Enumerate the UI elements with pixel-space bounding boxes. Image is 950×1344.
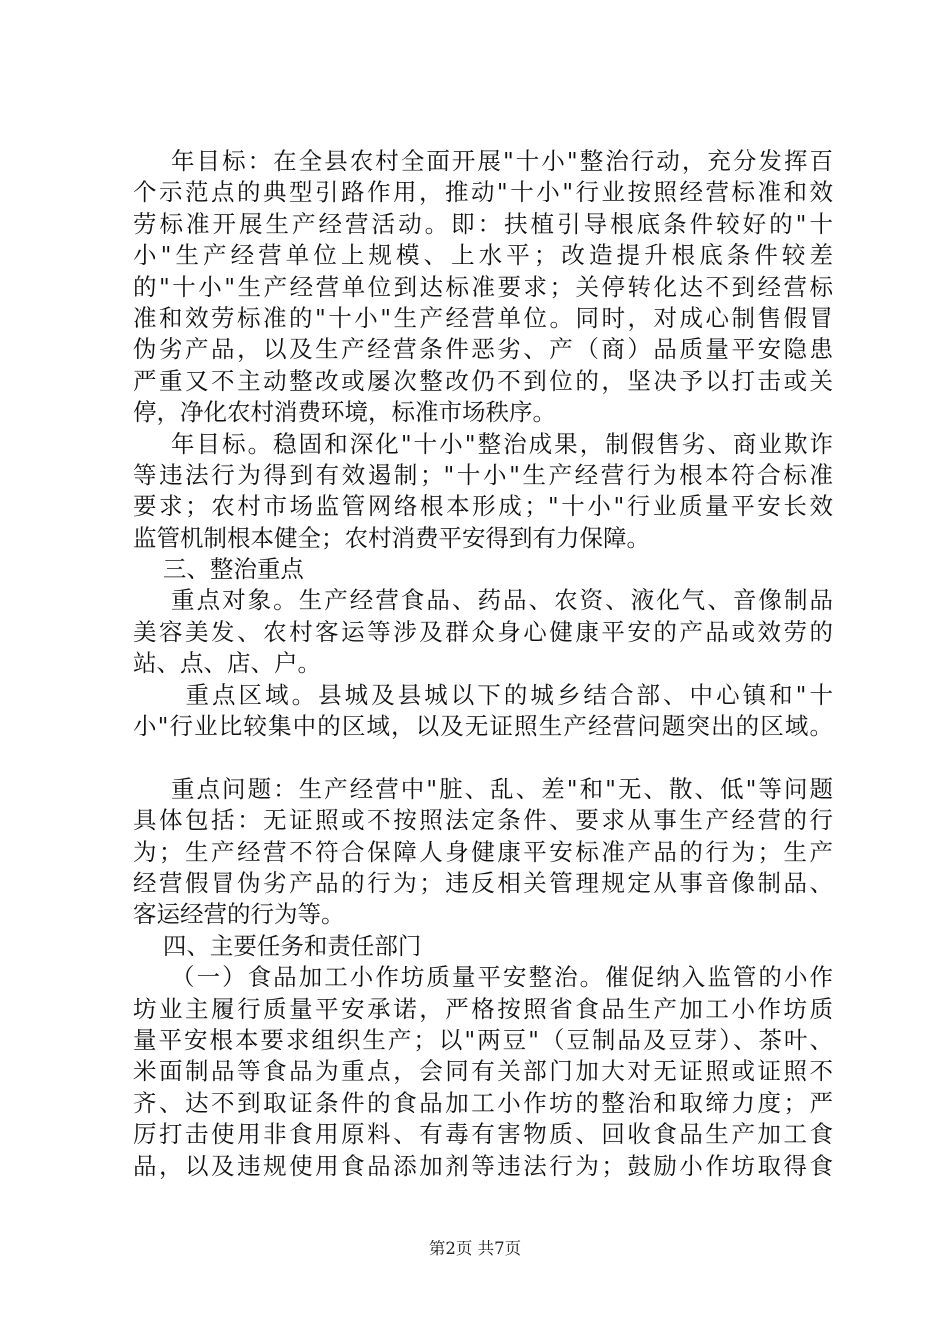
text-line: 品，以及违规使用食品添加剂等违法行为；鼓励小作坊取得食 bbox=[133, 1151, 833, 1180]
text-line: 伪劣产品，以及生产经营条件恶劣、产（商）品质量平安隐患 bbox=[133, 335, 833, 364]
text-line: 为；生产经营不符合保障人身健康平安标准产品的行为；生产 bbox=[133, 837, 833, 866]
text-line: 重点区域。县城及县城以下的城乡结合部、中心镇和"十 bbox=[133, 680, 833, 709]
text-line: 坊业主履行质量平安承诺，严格按照省食品生产加工小作坊质 bbox=[133, 994, 833, 1023]
text-line: 监管机制根本健全；农村消费平安得到有力保障。 bbox=[133, 523, 650, 552]
document-body bbox=[133, 146, 833, 1182]
text-line: 厉打击使用非食用原料、有毒有害物质、回收食品生产加工食 bbox=[133, 1120, 833, 1149]
text-line: 经营假冒伪劣产品的行为；违反相关管理规定从事音像制品、 bbox=[133, 868, 833, 897]
text-line: （一）食品加工小作坊质量平安整治。催促纳入监管的小作 bbox=[133, 963, 833, 992]
page-number-footer: 第2页 共7页 bbox=[428, 1239, 522, 1258]
text-line: 客运经营的行为等。 bbox=[133, 900, 345, 929]
text-line: 停，净化农村消费环境，标准市场秩序。 bbox=[133, 398, 556, 427]
text-line: 年目标：在全县农村全面开展"十小"整治行动，充分发挥百 bbox=[133, 147, 833, 175]
text-line: 站、点、店、户。 bbox=[133, 649, 321, 678]
text-line: 要求；农村市场监管网络根本形成；"十小"行业质量平安长效 bbox=[133, 492, 833, 521]
text-line: 美容美发、农村客运等涉及群众身心健康平安的产品或效劳的 bbox=[133, 617, 833, 646]
section-heading: 四、主要任务和责任部门 bbox=[133, 931, 422, 960]
text-line: 准和效劳标准的"十小"生产经营单位。同时，对成心制售假冒 bbox=[133, 303, 833, 332]
blank-line bbox=[133, 742, 833, 773]
text-line: 重点问题：生产经营中"脏、乱、差"和"无、散、低"等问题 bbox=[133, 774, 833, 803]
text-line: 的"十小"生产经营单位到达标准要求；关停转化达不到经营标 bbox=[133, 272, 833, 301]
text-line: 量平安根本要求组织生产；以"两豆"（豆制品及豆芽）、茶叶、 bbox=[133, 1025, 833, 1054]
text-line: 米面制品等食品为重点，会同有关部门加大对无证照或证照不 bbox=[133, 1057, 833, 1086]
text-line: 齐、达不到取证条件的食品加工小作坊的整治和取缔力度；严 bbox=[133, 1088, 833, 1117]
text-line: 劳标准开展生产经营活动。即：扶植引导根底条件较好的"十 bbox=[133, 209, 833, 238]
text-line: 小"生产经营单位上规模、上水平；改造提升根底条件较差 bbox=[133, 241, 833, 270]
text-line: 小"行业比较集中的区域，以及无证照生产经营问题突出的区域。 bbox=[133, 712, 833, 741]
text-line: 等违法行为得到有效遏制；"十小"生产经营行为根本符合标准 bbox=[133, 460, 833, 489]
text-line: 个示范点的典型引路作用，推动"十小"行业按照经营标准和效 bbox=[133, 178, 833, 207]
text-line: 年目标。稳固和深化"十小"整治成果，制假售劣、商业欺诈 bbox=[133, 429, 833, 458]
section-heading: 三、整治重点 bbox=[133, 555, 304, 584]
text-line: 严重又不主动整改或屡次整改仍不到位的，坚决予以打击或关 bbox=[133, 366, 833, 395]
text-line: 重点对象。生产经营食品、药品、农资、液化气、音像制品 bbox=[133, 586, 833, 615]
text-line: 具体包括：无证照或不按照法定条件、要求从事生产经营的行 bbox=[133, 806, 833, 835]
